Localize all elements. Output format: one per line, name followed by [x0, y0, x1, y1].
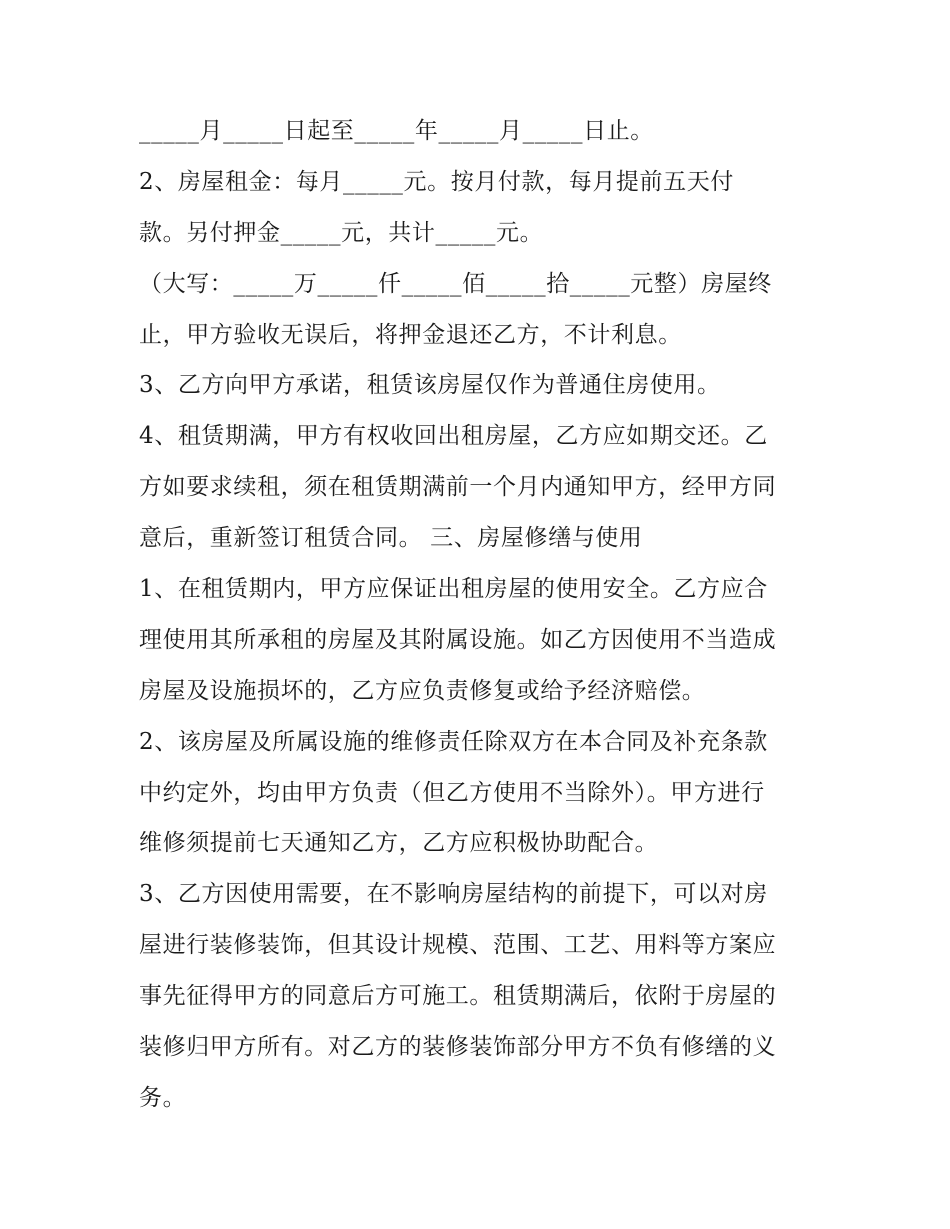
text-line: 理使用其所承租的房屋及其附属设施。如乙方因使用不当造成 — [139, 626, 777, 653]
text-line: 方如要求续租，须在租赁期满前一个月内通知甲方，经甲方同 — [139, 474, 777, 501]
text-line: 务。 — [139, 1084, 187, 1111]
text-line: 意后，重新签订租赁合同。 三、房屋修缮与使用 — [139, 525, 643, 552]
text-line: 1、在租赁期内，甲方应保证出租房屋的使用安全。乙方应合 — [139, 576, 768, 603]
text-line: 维修须提前七天通知乙方，乙方应积极协助配合。 — [139, 830, 659, 857]
text-line: 事先征得甲方的同意后方可施工。租赁期满后，依附于房屋的 — [139, 983, 777, 1010]
text-line: 屋进行装修装饰，但其设计规模、范围、工艺、用料等方案应 — [139, 932, 777, 959]
text-line: 止，甲方验收无误后，将押金退还乙方，不计利息。 — [139, 321, 682, 348]
text-line: 2、该房屋及所属设施的维修责任除双方在本合同及补充条款 — [139, 728, 768, 755]
contract-text — [139, 106, 819, 1124]
text-line: _____月_____日起至_____年_____月_____日止。 — [139, 118, 654, 144]
text-line: （大写：_____万_____仟_____佰_____拾_____元整）房屋终 — [139, 270, 772, 297]
text-line: 3、乙方因使用需要，在不影响房屋结构的前提下，可以对房 — [139, 881, 768, 908]
text-line: 房屋及设施损坏的，乙方应负责修复或给予经济赔偿。 — [139, 677, 706, 704]
text-line: 2、房屋租金：每月_____元。按月付款，每月提前五天付 — [139, 168, 734, 195]
text-line: 中约定外，均由甲方负责（但乙方使用不当除外）。甲方进行 — [139, 779, 765, 806]
text-line: 4、租赁期满，甲方有权收回出租房屋，乙方应如期交还。乙 — [139, 423, 768, 450]
text-line: 款。另付押金_____元，共计_____元。 — [139, 219, 544, 246]
text-line: 装修归甲方所有。对乙方的装修装饰部分甲方不负有修缮的义 — [139, 1034, 777, 1061]
text-line: 3、乙方向甲方承诺，租赁该房屋仅作为普通住房使用。 — [139, 372, 721, 399]
